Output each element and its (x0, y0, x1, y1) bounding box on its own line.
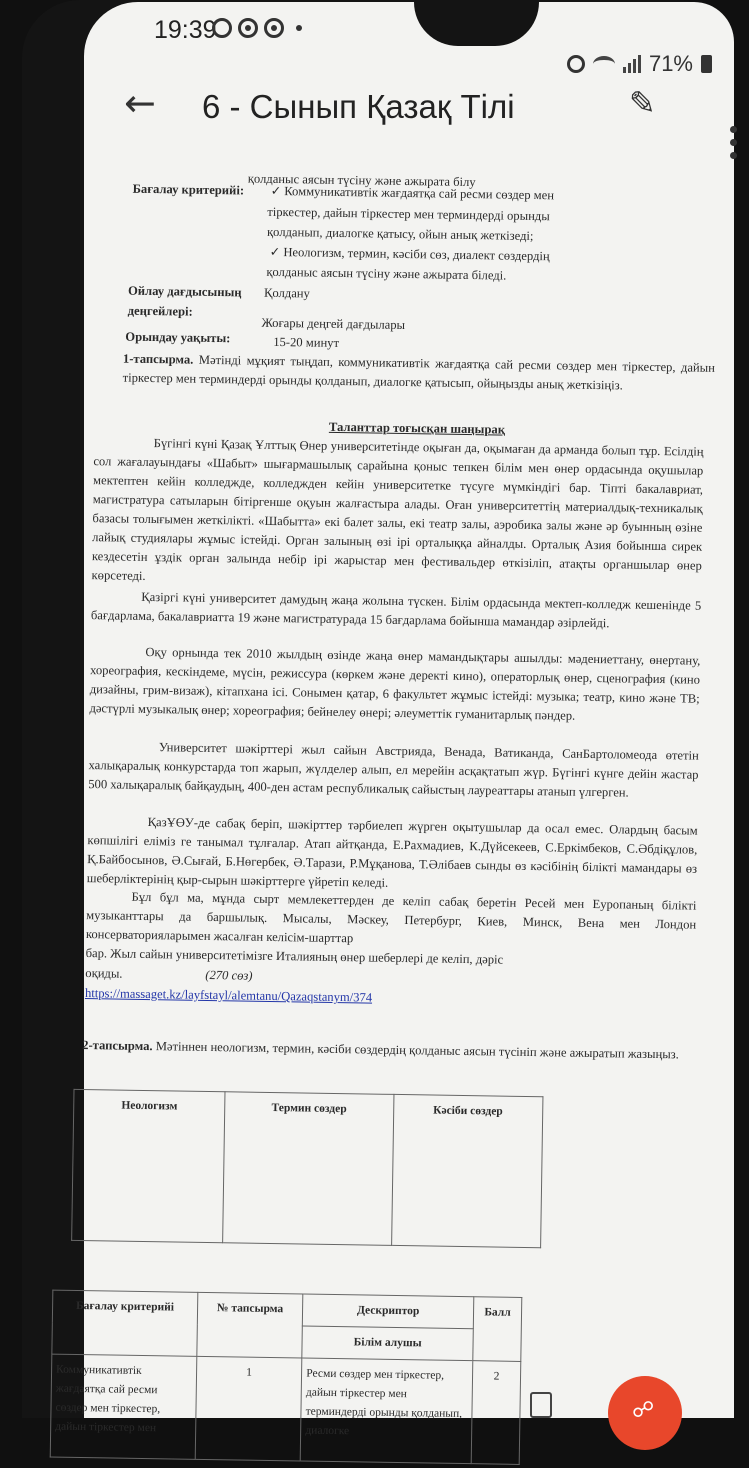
more-notifications-icon (296, 25, 302, 31)
assessment-table (50, 1290, 523, 1465)
status-time: 19:39 (154, 16, 217, 44)
criteria-label: Бағалау критерийі: (132, 181, 245, 198)
thinking-label-1: Ойлау дағдысының (127, 283, 242, 300)
header-task-number: № тапсырма (197, 1292, 303, 1358)
task1-label: 1-тапсырма. (122, 351, 194, 367)
source-link[interactable]: https://massaget.kz/layfstayl/alemtanu/Qazaqstanym/374 (84, 986, 373, 1005)
text-paragraph-8: оқиды. (85, 966, 123, 981)
points-cell: 2 (471, 1361, 521, 1465)
more-vertical-icon[interactable] (730, 126, 737, 159)
criteria-1b: тіркестер, дайын тіркестер мен терминдерді орынды (267, 204, 550, 224)
share-button[interactable] (608, 1376, 682, 1450)
header-descriptor: Дескриптор (303, 1294, 474, 1329)
doc-top-line: қолданыс аясын түсіну және ажырата білу (247, 171, 476, 190)
alarm-icon (567, 55, 585, 73)
task2-label: 2-тапсырма. (82, 1038, 153, 1054)
thinking-value-1: Қолдану (263, 285, 311, 301)
classification-table (71, 1089, 543, 1248)
descriptor-cell: Ресми сөздер мен тіркестер, дайын тіркестер мен терминдерді орынды қолданып, диалогке (300, 1358, 472, 1464)
app-bar (84, 74, 734, 144)
text-paragraph-6: Бұл бұл ма, мұнда сырт мемлекеттерден де келіп сабақ беретін Ресей мен Еуропаның білікті музыканттары да баршылық. Мысалы, Мәскеу, Петербург, Киев, Минск, Вена мен Лондон консерваторияларымен жасалған келісім-шарттар (85, 889, 697, 946)
task1-text: Мәтінді мұқият тыңдап, коммуникативтік жағдаятқа сай ресми сөздер мен тіркестер, дайын тіркестер мен терминдерді орынды қолданып, диалогке қатысып, ойыңызды анық жеткізіңіз. (122, 352, 716, 393)
document-icon[interactable] (530, 1392, 552, 1418)
arrow-left-icon[interactable]: ← (124, 81, 156, 125)
text-paragraph-4: Университет шәкірттері жыл сайын Австрияда, Венада, Ватиканда, СанБартоломеода өтетін халықаралық конкурстарда топ жарып, жүлделер алып, ел мерейін асқақтатып жүр. Бүгінгі күнге дейін жастар 500 халықаралық байқаудың, 400-ден астам республикалық сайыстың лауреаттары атанып үлгерген. (88, 740, 699, 800)
task1-block (123, 350, 716, 397)
criteria-1c: қолданып, диалогке қатысу, ойын анық жеткізеді; (266, 224, 534, 244)
task2-block (82, 1036, 682, 1064)
chrome-icon (238, 18, 258, 38)
battery-icon (701, 55, 712, 73)
task-number-cell: 1 (195, 1356, 302, 1461)
wifi-icon (593, 56, 615, 72)
text-paragraph-1: Бүгінгі күні Қазақ Ұлттық Өнер университетінде оқыған да, оқымаған да армандa болып тұр. Есілдің сол жағалауындағы «Шабыт» шығармашылық сарайына қоныс тепкен білім мен өнер ордасында оқушылар мектептен кейін колледжде, колледжден кейін университетке түсуге мүмкіндігі бар. Тіпті бакалавриат, магистратура сатыларын бітіргенше оқуын жалғастыра алады. Оған университеттің материалдық-техникалық базасы толығымен жеткілікті. «Шабытта» екі балет залы, екі театр залы, аэробика залы және әр буынның өзіне лайық студиялары жұмыс істейді. Орган залының өзі ірі орталыққа айналды. Орталық Азия бойынша сирек кездесетін ұздік орган залында небір ірі жарыстар мен фестивальдер өткізіліп, атақты органшылар өнер көрсетеді. (91, 436, 704, 583)
camera-notch (414, 2, 539, 46)
status-notification-icons (212, 18, 302, 38)
phone-frame (22, 0, 734, 1438)
text-paragraph-3: Оқу орнында тек 2010 жылдың өзінде жаңа өнер мамандықтары ашылды: мәдениеттану, өнертану, хореография, кескіндеме, мүсін, режиссура (көркем және деректі кино), операторлық өнер, сценография (кинo дизайны, грим-визаж), кітапхана ісі. Сонымен қатар, 6 факультет жұмыс істейді: музыка; театр, кино және ТВ; дәстүрлі музыкалық өнер; хореография; бейнелеу өнері; әлеуметтік гуманитарлық пәндер. (89, 644, 701, 723)
criteria-2a: ✓ Неологизм, термин, кәсіби сөз, диалект сөздердің (269, 244, 550, 264)
whatsapp-icon (212, 18, 232, 38)
time-label: Орындау уақыты: (125, 329, 231, 346)
document-page (55, 167, 728, 1438)
text-paragraph-2: Қазіргі күні университет дамудың жаңа жолына түскен. Білім ордасында мектеп-колледж кешенінде 5 бағдарлама, бакалавриатта 19 және магистратурада 15 бағдарлама бойынша мамандар әзірлейді. (90, 589, 702, 631)
header-terms: Термин сөздер (223, 1092, 394, 1246)
text-paragraph-7: бар. Жыл сайын университетімізге Италияның өнер шеберлері де келіп, дәріс (85, 946, 504, 967)
thinking-value-2: Жоғары деңгей дағдылары (261, 315, 406, 332)
word-count: (270 сөз) (205, 967, 253, 983)
pencil-icon[interactable]: ✎ (629, 84, 656, 122)
time-value: 15-20 минут (273, 334, 340, 350)
chrome-icon (264, 18, 284, 38)
text-paragraph-5: ҚазҰӨУ-де сабақ беріп, шәкірттер тәрбиелеп жүрген оқытушылар да осал емес. Олардың басым көпшілігі еліміз ге танымал тұлғалар. Атап айтқанда, Е.Рахмадиев, К.Дүйсекеев, С.Еркімбеков, С.Әбдіқұлов, Қ.Байбосынов, Ә.Сығай, Б.Нөгербек, Ә.Тарази, Р.Мұқанова, Т.Әлібаев сынды өз кәсібінің білікті мамандары өз шеберліктерінің қыр-сырын шәкірттерге үйретіп келеді. (86, 815, 698, 890)
thinking-label-2: деңгейлері: (127, 303, 193, 319)
header-criteria: Бағалау критерийі (52, 1290, 198, 1356)
page-title: 6 - Сынып Қазақ Тілі (202, 88, 515, 125)
criteria-2b: қолданыс аясын түсіну және ажырата біледі. (266, 264, 507, 283)
header-learner: Білім алушы (302, 1326, 473, 1361)
signal-icon (623, 55, 641, 73)
header-professional-words: Кәсіби сөздер (391, 1094, 543, 1247)
text-title: Таланттар тоғысқан шаңырақ (328, 419, 506, 437)
criteria-1a: ✓ Коммуникативтік жағдаятқа сай ресми сөздер мен (270, 183, 555, 203)
header-points: Балл (473, 1297, 522, 1362)
criteria-cell: Коммуникативтік жағдаятқа сай ресми сөздер мен тіркестер, дайын тіркестер мен (50, 1354, 196, 1459)
battery-percent: 71% (648, 51, 693, 76)
share-icon: ☍ (632, 1398, 655, 1423)
task2-text: Мәтіннен неологизм, термин, кәсіби сөздердің қолданыс аясын түсініп және ажыратып жазыңыз. (155, 1039, 679, 1062)
header-neologism: Неологизм (72, 1089, 226, 1242)
